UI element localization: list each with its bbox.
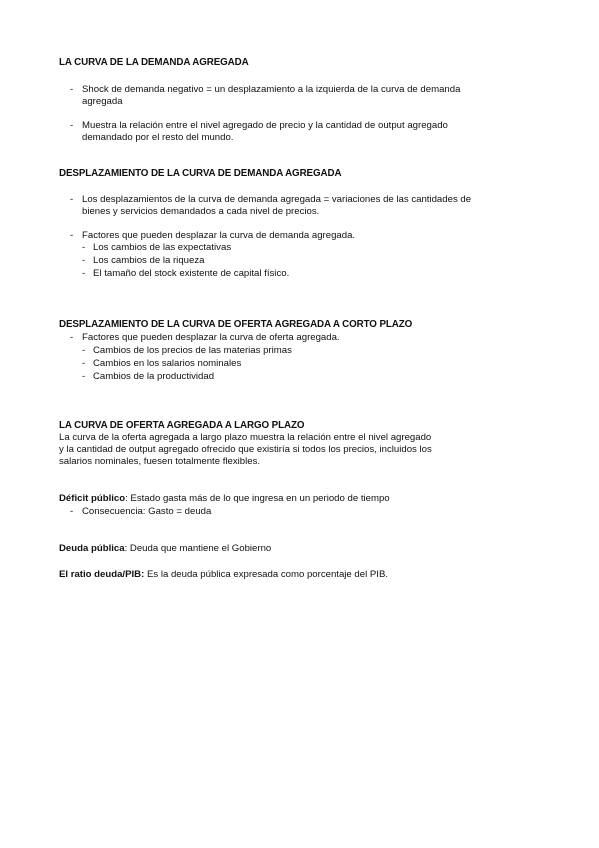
term-definition: : Deuda que mantiene el Gobierno <box>124 543 272 554</box>
dash-marker: - <box>70 194 74 205</box>
dash-marker: - <box>82 268 86 279</box>
sub-list-item-text: Los cambios de las expectativas <box>93 242 232 253</box>
list-item-text: Shock de demanda negativo = un desplazamiento a la izquierda de la curva de demanda <box>82 84 461 95</box>
heading-oferta-corto-plazo: DESPLAZAMIENTO DE LA CURVA DE OFERTA AGREGADA A CORTO PLAZO <box>59 319 413 330</box>
dash-marker: - <box>82 358 86 369</box>
sub-list-item-text: Cambios en los salarios nominales <box>93 358 242 369</box>
list-item-text: bienes y servicios demandados a cada nivel de precios. <box>82 206 320 217</box>
sub-list-item-text: Cambios de los precios de las materias primas <box>93 345 292 356</box>
definition-deuda-publica <box>59 543 271 556</box>
paragraph-line: y la cantidad de output agregado ofrecido que existiría si todos los precios, incluidos los <box>59 444 432 455</box>
list-item-text: demandado por el resto del mundo. <box>82 132 234 143</box>
sub-list-item-text: Los cambios de la riqueza <box>93 255 205 266</box>
sub-list-item-text: El tamaño del stock existente de capital físico. <box>93 268 290 279</box>
term-label: Déficit público <box>59 493 126 504</box>
term-definition: : Estado gasta más de lo que ingresa en un periodo de tiempo <box>125 493 390 504</box>
dash-marker: - <box>70 84 74 95</box>
dash-marker: - <box>70 120 74 131</box>
term-label: Deuda pública <box>59 543 125 554</box>
dash-marker: - <box>70 230 74 241</box>
list-item-text: Factores que pueden desplazar la curva de demanda agregada. <box>82 230 356 241</box>
paragraph-line: salarios nominales, fuesen totalmente flexibles. <box>59 456 261 467</box>
list-item-text: Factores que pueden desplazar la curva de oferta agregada. <box>82 332 340 343</box>
dash-marker: - <box>82 345 86 356</box>
dash-marker: - <box>70 506 74 517</box>
list-item-text: Los desplazamientos de la curva de demanda agregada = variaciones de las cantidades de <box>82 194 472 205</box>
heading-demanda-agregada: LA CURVA DE LA DEMANDA AGREGADA <box>59 57 249 68</box>
paragraph-line: La curva de la oferta agregada a largo plazo muestra la relación entre el nivel agregado <box>59 432 432 443</box>
dash-marker: - <box>82 255 86 266</box>
term-definition: Es la deuda pública expresada como porcentaje del PIB. <box>144 569 389 580</box>
definition-deficit-publico <box>59 493 390 506</box>
dash-marker: - <box>70 332 74 343</box>
dash-marker: - <box>82 242 86 253</box>
heading-desplazamiento-demanda: DESPLAZAMIENTO DE LA CURVA DE DEMANDA AGREGADA <box>59 168 342 179</box>
list-item-text: agregada <box>82 96 123 107</box>
dash-marker: - <box>82 371 86 382</box>
list-item-text: Consecuencia: Gasto = deuda <box>82 506 212 517</box>
heading-oferta-largo-plazo: LA CURVA DE OFERTA AGREGADA A LARGO PLAZO <box>59 420 305 431</box>
list-item-text: Muestra la relación entre el nivel agregado de precio y la cantidad de output agregado <box>82 120 448 131</box>
term-label: El ratio deuda/PIB: <box>59 569 145 580</box>
sub-list-item-text: Cambios de la productividad <box>93 371 215 382</box>
definition-ratio-deuda-pib <box>59 569 388 582</box>
